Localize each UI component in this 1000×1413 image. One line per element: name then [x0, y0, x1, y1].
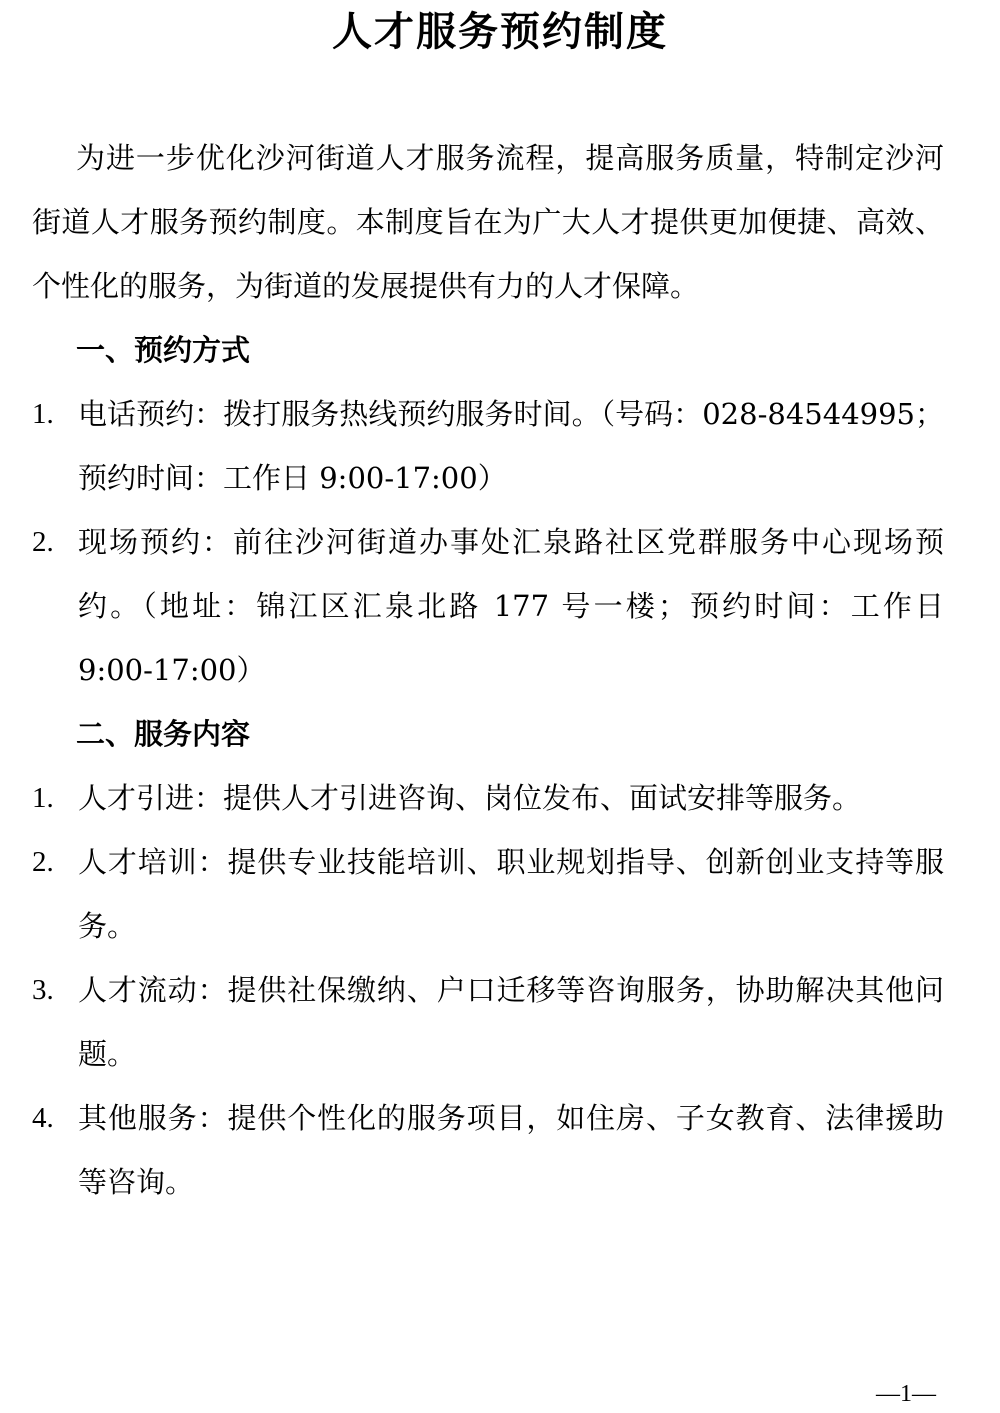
list-item-number: 3.	[32, 974, 54, 1006]
intro-paragraph: 为进一步优化沙河街道人才服务流程，提高服务质量，特制定沙河街道人才服务预约制度。本制度旨在为广大人才提供更加便捷、高效、个性化的服务，为街道的发展提供有力的人才保障。	[32, 141, 944, 303]
list-item	[32, 958, 944, 1086]
list-item	[32, 830, 944, 958]
list-item-text: 人才培训：提供专业技能培训、职业规划指导、创新创业支持等服务。	[78, 845, 944, 943]
list-item-text: 现场预约：前往沙河街道办事处汇泉路社区党群服务中心现场预约。（地址：锦江区汇泉北路 177 号一楼；预约时间：工作日 9:00-17:00）	[78, 525, 944, 687]
list-item	[32, 1086, 944, 1214]
list-item-number: 1.	[32, 782, 54, 814]
list-item-number: 2.	[32, 846, 54, 878]
page-number: —1—	[876, 1381, 936, 1407]
list-item	[32, 382, 944, 510]
document-title: 人才服务预约制度	[332, 8, 668, 55]
document-body	[32, 126, 944, 1214]
list-item	[32, 766, 944, 830]
section-heading-appointment-methods: 一、预约方式	[76, 333, 251, 367]
list-item-number: 2.	[32, 526, 54, 558]
list-item	[32, 510, 944, 702]
list-item-text: 人才引进：提供人才引进咨询、岗位发布、面试安排等服务。	[78, 781, 862, 815]
list-item-text: 其他服务：提供个性化的服务项目，如住房、子女教育、法律援助等咨询。	[78, 1101, 944, 1199]
list-item-text: 电话预约：拨打服务热线预约服务时间。（号码：028-84544995；预约时间：工作日 9:00-17:00）	[78, 397, 944, 495]
list-item-text: 人才流动：提供社保缴纳、户口迁移等咨询服务，协助解决其他问题。	[78, 973, 944, 1071]
section-heading-service-content: 二、服务内容	[76, 717, 251, 751]
list-item-number: 1.	[32, 398, 54, 430]
list-item-number: 4.	[32, 1102, 54, 1134]
